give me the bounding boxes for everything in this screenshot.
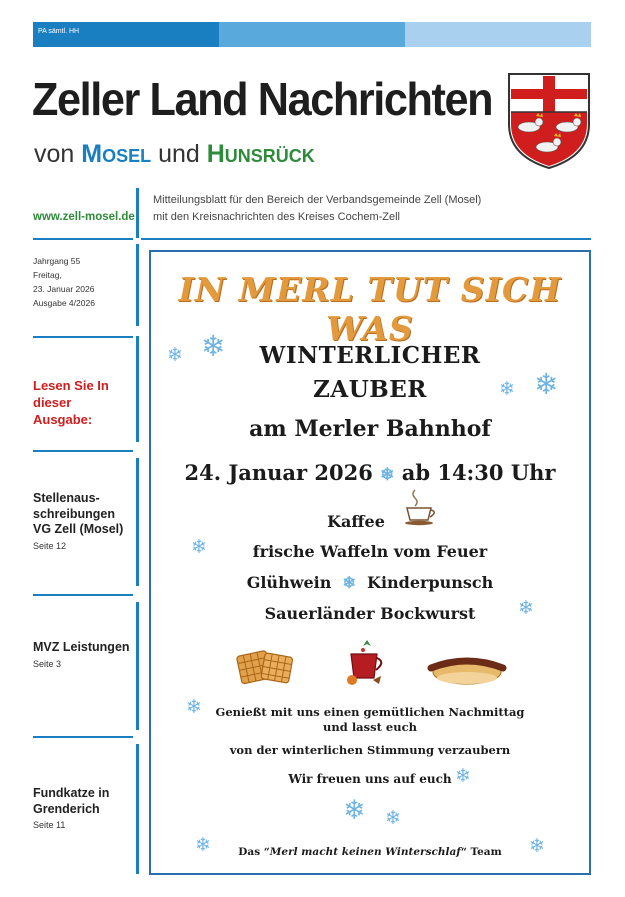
sidebar-item-page: Seite 3 bbox=[33, 658, 62, 669]
poster-drinks bbox=[151, 573, 589, 592]
divider-horizontal bbox=[33, 238, 133, 240]
sidebar-item-title: MVZ Leistungen bbox=[33, 640, 130, 654]
sidebar-divider bbox=[136, 744, 139, 874]
poster-item-bockwurst: Sauerländer Bockwurst bbox=[264, 604, 476, 623]
description-line-1: Mitteilungsblatt für den Bereich der Verbandsgemeinde Zell (Mosel) bbox=[153, 194, 482, 206]
divider-vertical bbox=[136, 188, 139, 238]
signature-suffix: “ Team bbox=[460, 846, 502, 858]
snowflake-icon: ❄ bbox=[499, 378, 515, 400]
top-bar-segment-mid bbox=[219, 22, 405, 47]
newspaper-title: Zeller Land Nachrichten bbox=[32, 73, 493, 125]
top-bar-segment-dark bbox=[33, 22, 219, 47]
description-line-2: mit den Kreisnachrichten des Kreises Cochem-Zell bbox=[153, 211, 400, 224]
issue-number: Ausgabe 4/2026 bbox=[33, 298, 95, 309]
mulled-wine-icon bbox=[343, 638, 389, 686]
poster-item-kaffee: Kaffee bbox=[327, 512, 385, 531]
poster-item-gluehwein: Glühwein bbox=[246, 573, 332, 592]
snowflake-icon: ❄ bbox=[195, 834, 211, 856]
sidebar-item-page: Seite 11 bbox=[33, 820, 66, 831]
coffee-cup-icon bbox=[403, 488, 439, 526]
subtitle-hunsrueck: Hunsrück bbox=[206, 140, 315, 168]
sidebar-heading: Lesen Sie In dieser Ausgabe: bbox=[33, 378, 109, 427]
snowflake-icon: ❄ bbox=[167, 344, 183, 366]
poster-item-waffeln: frische Waffeln vom Feuer bbox=[252, 542, 488, 561]
issue-date: 23. Januar 2026 bbox=[33, 284, 95, 295]
sidebar-divider bbox=[136, 602, 139, 730]
poster-signature bbox=[151, 846, 589, 858]
sidebar-item-title: Fundkatze in Grenderich bbox=[33, 786, 110, 816]
poster-title-line-2: ZAUBER bbox=[313, 376, 427, 403]
divider-horizontal bbox=[141, 238, 591, 240]
poster-freuen: Wir freuen uns auf euch bbox=[288, 772, 452, 786]
snowflake-icon: ❄ bbox=[186, 696, 202, 718]
snowflake-icon: ❄ bbox=[342, 573, 356, 592]
snowflake-icon: ❄ bbox=[529, 835, 545, 857]
snowflake-icon: ❄ bbox=[201, 329, 226, 363]
snowflake-icon: ❄ bbox=[385, 807, 401, 829]
snowflake-icon: ❄ bbox=[380, 465, 395, 485]
sidebar-item-fundkatze[interactable] bbox=[33, 786, 133, 832]
poster-location: am Merler Bahnhof bbox=[249, 416, 491, 442]
snowflake-icon: ❄ bbox=[191, 536, 207, 558]
sidebar-item-mvz[interactable] bbox=[33, 640, 133, 670]
sidebar-divider bbox=[136, 336, 139, 442]
event-poster bbox=[149, 250, 591, 875]
sidebar-item-stellenausschreibungen[interactable] bbox=[33, 491, 133, 552]
coat-of-arms-icon bbox=[507, 72, 591, 170]
issue-weekday: Freitag, bbox=[33, 270, 62, 281]
poster-invite-line-3: von der winterlichen Stimmung verzaubern bbox=[229, 743, 511, 757]
edition-label: PA sämtl. HH bbox=[38, 28, 80, 35]
snowflake-icon: ❄ bbox=[534, 367, 559, 401]
snowflake-icon: ❄ bbox=[455, 765, 471, 787]
sidebar-divider bbox=[136, 244, 139, 326]
issue-info bbox=[33, 254, 95, 310]
snowflake-icon: ❄ bbox=[343, 795, 366, 826]
sidebar-divider bbox=[33, 594, 133, 596]
sidebar-divider bbox=[33, 336, 133, 338]
poster-time: ab 14:30 Uhr bbox=[401, 460, 556, 485]
poster-title-line-1: WINTERLICHER bbox=[259, 342, 481, 369]
sidebar-divider bbox=[33, 450, 133, 452]
poster-headline: IN MERL TUT SICH WAS bbox=[178, 270, 562, 348]
poster-invite bbox=[151, 705, 589, 735]
subtitle-von: von bbox=[34, 140, 75, 168]
poster-invite-line-1: Genießt mit uns einen gemütlichen Nachmittag bbox=[215, 705, 525, 719]
bockwurst-bun-icon bbox=[427, 648, 507, 688]
sidebar-item-page: Seite 12 bbox=[33, 540, 67, 551]
website-link[interactable]: www.zell-mosel.de bbox=[33, 211, 135, 223]
snowflake-icon: ❄ bbox=[518, 597, 534, 619]
sidebar-item-title: Stellenaus-schreibungen VG Zell (Mosel) bbox=[33, 491, 124, 537]
issue-volume: Jahrgang 55 bbox=[33, 256, 81, 266]
poster-date-time bbox=[151, 460, 589, 485]
poster-item-kinderpunsch: Kinderpunsch bbox=[367, 573, 494, 592]
poster-date: 24. Januar 2026 bbox=[184, 460, 373, 485]
poster-invite-line-2: und lasst euch bbox=[323, 719, 417, 734]
top-color-bar bbox=[33, 22, 591, 47]
signature-prefix: Das “ bbox=[238, 846, 270, 858]
sidebar-divider bbox=[33, 736, 133, 738]
subtitle-und: und bbox=[158, 140, 200, 168]
publication-description bbox=[153, 192, 481, 226]
newspaper-subtitle bbox=[34, 140, 315, 169]
waffle-icon bbox=[235, 645, 297, 689]
subtitle-mosel: Mosel bbox=[81, 140, 152, 168]
signature-name: Merl macht keinen Winterschlaf bbox=[269, 846, 461, 858]
top-bar-segment-light bbox=[405, 22, 591, 47]
